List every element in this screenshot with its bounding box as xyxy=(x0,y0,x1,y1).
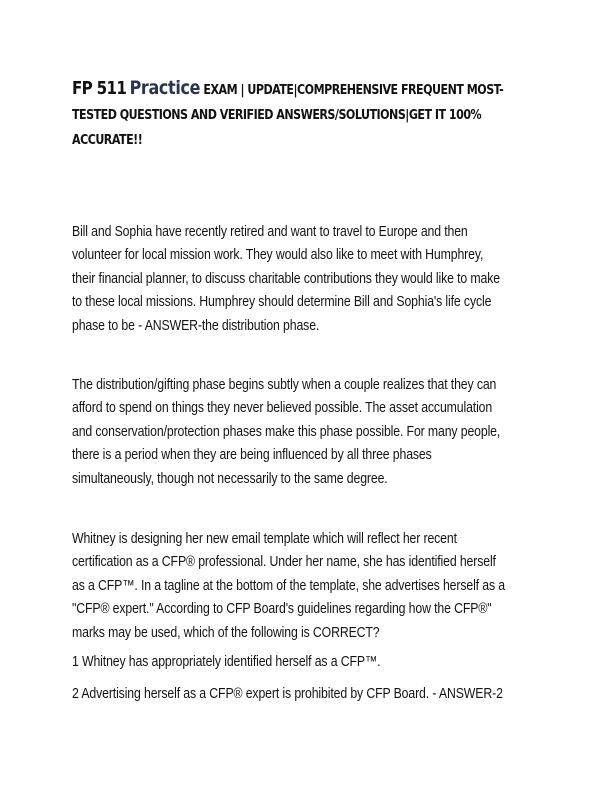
text-line: phase to be - ANSWER-the distribution phase. xyxy=(72,317,320,334)
text-line: afford to spend on things they never believed possible. The asset accumulation xyxy=(72,400,493,417)
practice-label: Practice xyxy=(129,77,201,99)
title-line-1-rest: EXAM | UPDATE|COMPREHENSIVE FREQUENT MOST- xyxy=(203,83,504,98)
text-line: Whitney is designing her new email template which will reflect her recent xyxy=(72,531,457,547)
option-1 xyxy=(72,651,536,674)
question-paragraph-1 xyxy=(72,221,536,338)
title-line-3: ACCURATE!! xyxy=(72,133,143,148)
text-line: 2 Advertising herself as a CFP® expert is prohibited by CFP Board. - ANSWER-2 xyxy=(72,686,503,702)
document-title xyxy=(72,76,542,153)
text-line: certification as a CFP® professional. Under her name, she has identified herself xyxy=(72,554,496,571)
text-line: there is a period when they are being influenced by all three phases xyxy=(72,447,432,464)
title-line-1 xyxy=(72,76,542,103)
course-code: FP 511 xyxy=(72,78,127,99)
text-line: their financial planner, to discuss charitable contributions they would like to make xyxy=(72,270,500,287)
option-2-answer xyxy=(72,683,536,706)
explanation-paragraph xyxy=(72,374,536,491)
text-line: "CFP® expert." According to CFP Board's guidelines regarding how the CFP®" xyxy=(72,601,492,618)
text-line: as a CFP™. In a tagline at the bottom of the template, she advertises herself as a xyxy=(72,577,505,594)
text-line: to these local missions. Humphrey should determine Bill and Sophia's life cycle xyxy=(72,294,492,311)
text-line: and conservation/protection phases make this phase possible. For many people, xyxy=(72,423,501,440)
text-line: Bill and Sophia have recently retired and want to travel to Europe and then xyxy=(72,224,468,240)
question-paragraph-2 xyxy=(72,528,536,645)
text-line: volunteer for local mission work. They would also like to meet with Humphrey, xyxy=(72,247,484,264)
text-line: simultaneously, though not necessarily to the same degree. xyxy=(72,470,388,487)
title-line-2: TESTED QUESTIONS AND VERIFIED ANSWERS/SOLUTIONS|GET IT 100% xyxy=(72,108,482,123)
text-line: marks may be used, which of the following is CORRECT? xyxy=(72,624,380,641)
text-line: The distribution/gifting phase begins subtly when a couple realizes that they can xyxy=(72,377,497,393)
text-line: 1 Whitney has appropriately identified herself as a CFP™. xyxy=(72,654,381,670)
